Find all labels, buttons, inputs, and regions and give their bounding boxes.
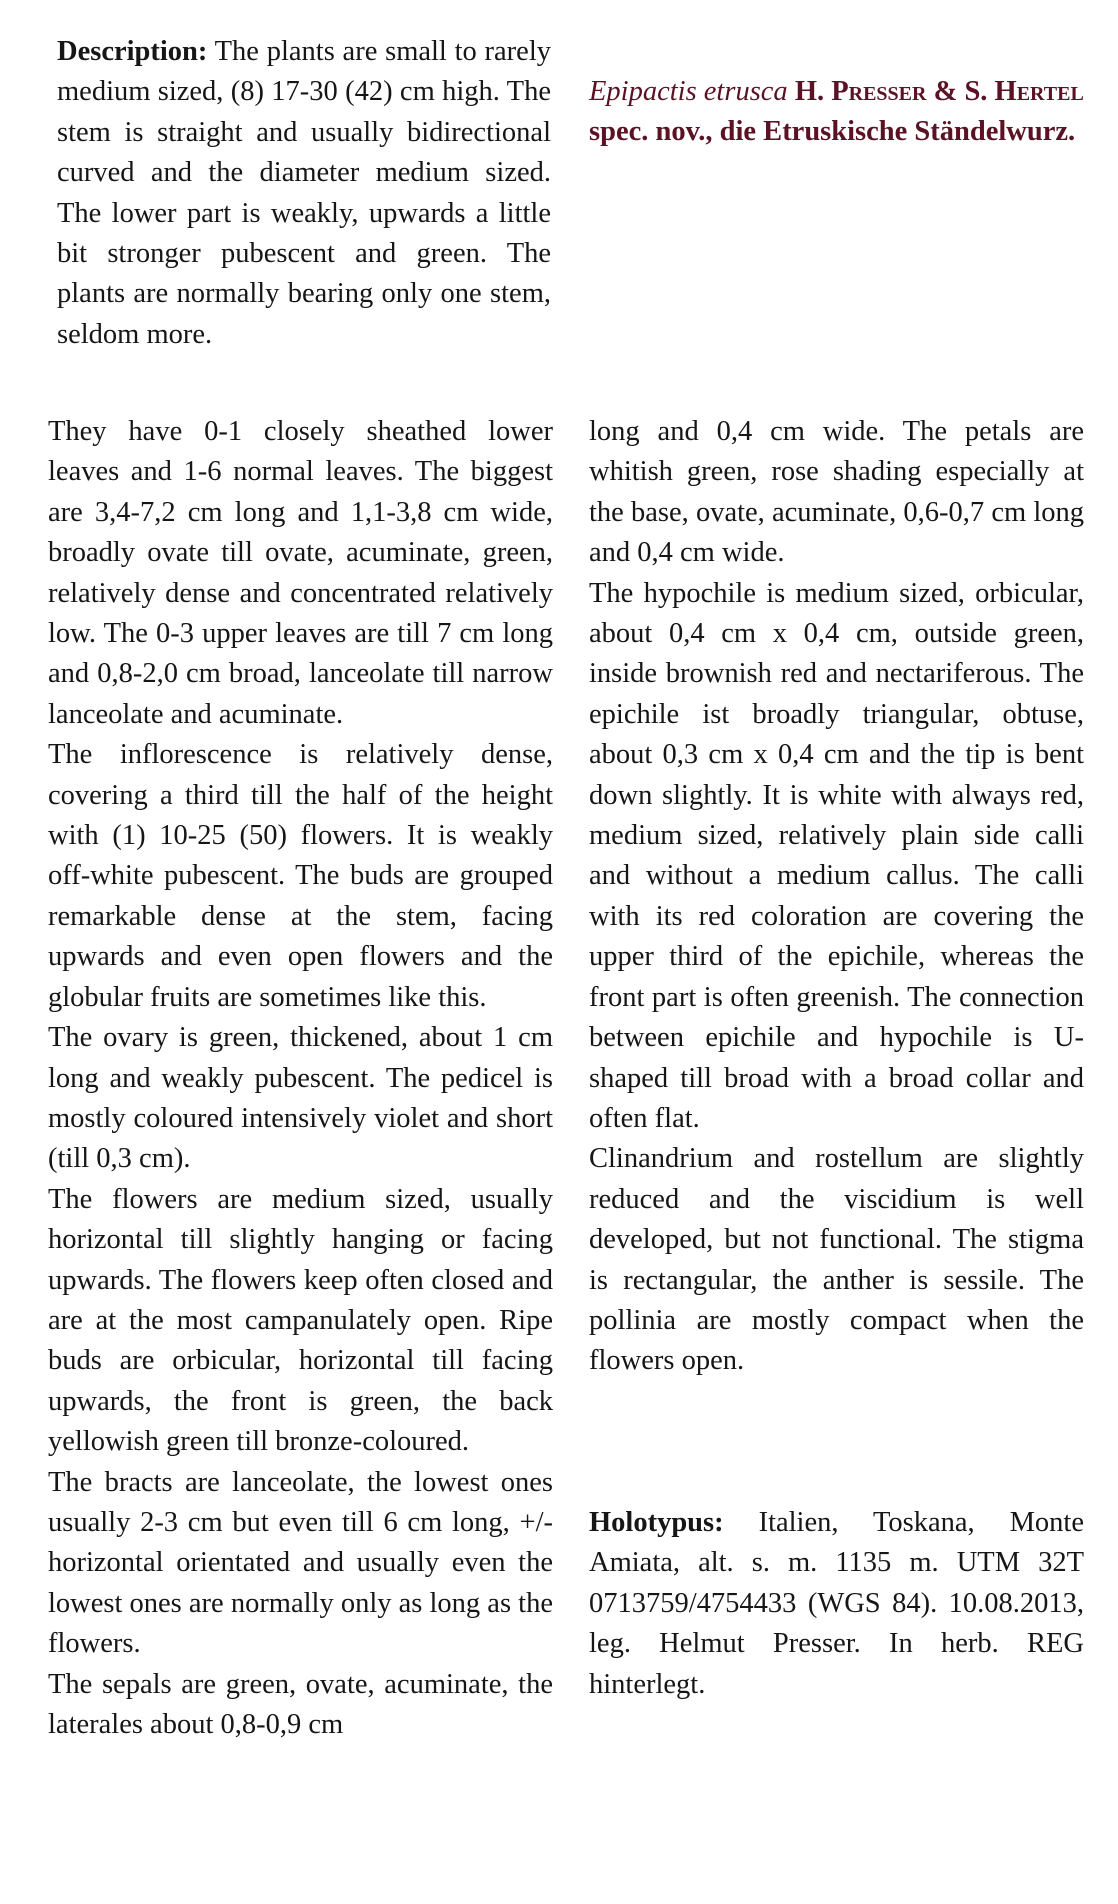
left-column [48, 412, 553, 1745]
hypochile-paragraph: The hypochile is medium sized, orbicular, about 0,4 cm x 0,4 cm, outside green, inside brownish red and nectariferous. The epichile ist broadly triangular, obtuse, about 0,3 cm x 0,4 cm and the tip is bent down slightly. It is white with always red, medium sized, relatively plain side calli and without a medium callus. The calli with its red coloration are covering the upper third of the epichile, whereas the front part is often greenish. The connection between epichile and hypochile is U-shaped till broad with a broad collar and often flat. [589, 577, 1084, 1134]
holotype-paragraph [589, 1503, 1084, 1705]
holotype-block [589, 1503, 1084, 1705]
species-title [589, 72, 1089, 153]
ovary-paragraph: The ovary is green, thickened, about 1 cm long and weakly pubescent. The pedicel is mostly coloured intensively violet and short (till 0,3 cm). [48, 1022, 553, 1175]
species-title-paragraph [589, 72, 1089, 153]
description-paragraph [57, 32, 551, 355]
flowers-paragraph: The flowers are medium sized, usually horizontal till slightly hanging or facing upwards. The flowers keep often closed and are at the most campanulately open. Ripe buds are orbicular, horizontal till facing upwards, the front is green, the back yellowish green till bronze-coloured. [48, 1183, 553, 1458]
leaves-paragraph: They have 0-1 closely sheathed lower leaves and 1-6 normal leaves. The biggest are 3,4-7,2 cm long and 1,1-3,8 cm wide, broadly ovate till ovate, acuminate, green, relatively dense and concentrated relatively low. The 0-3 upper leaves are till 7 cm long and 0,8-2,0 cm broad, lanceolate till narrow lanceolate and acuminate. [48, 416, 553, 730]
species-authors: H. Presser & S. Hertel [787, 76, 1084, 107]
holotype-label: Holotypus: [589, 1507, 724, 1538]
petals-paragraph: long and 0,4 cm wide. The petals are whitish green, rose shading especially at the base, ovate, acuminate, 0,6-0,7 cm long and 0,4 cm wide. [589, 416, 1084, 569]
description-label: Description: [57, 36, 208, 67]
sepals-paragraph: The sepals are green, ovate, acuminate, the laterales about 0,8-0,9 cm [48, 1668, 553, 1740]
inflorescence-paragraph: The inflorescence is relatively dense, covering a third till the half of the height with (1) 10-25 (50) flowers. It is weakly off-white pubescent. The buds are grouped remarkable dense at the stem, facing upwards and even open flowers and the globular fruits are sometimes like this. [48, 739, 553, 1013]
bracts-paragraph: The bracts are lanceolate, the lowest ones usually 2-3 cm but even till 6 cm long, +/- horizontal orientated and usually even the lowest ones are normally only as long as the flowers. [48, 1466, 553, 1660]
clinandrium-paragraph: Clinandrium and rostellum are slightly reduced and the viscidium is well developed, but not functional. The stigma is rectangular, the anther is sessile. The pollinia are mostly compact when the flowers open. [589, 1143, 1084, 1377]
description-block [57, 32, 551, 355]
description-text: The plants are small to rarely medium sized, (8) 17-30 (42) cm high. The stem is straight and usually bidirectional curved and the diameter medium sized. The lower part is weakly, upwards a little bit stronger pubescent and green. The plants are normally bearing only one stem, seldom more. [57, 36, 551, 350]
species-name: Epipactis etrusca [589, 76, 788, 107]
species-title-rest: spec. nov., die Etruskische Ständelwurz. [589, 116, 1076, 148]
right-column [589, 412, 1084, 1382]
holotype-text: Italien, Toskana, Monte Amiata, alt. s. m. 1135 m. UTM 32T 0713759/4754433 (WGS 84). 10.08.2013, leg. Helmut Presser. In herb. REG hinterlegt. [589, 1507, 1084, 1700]
